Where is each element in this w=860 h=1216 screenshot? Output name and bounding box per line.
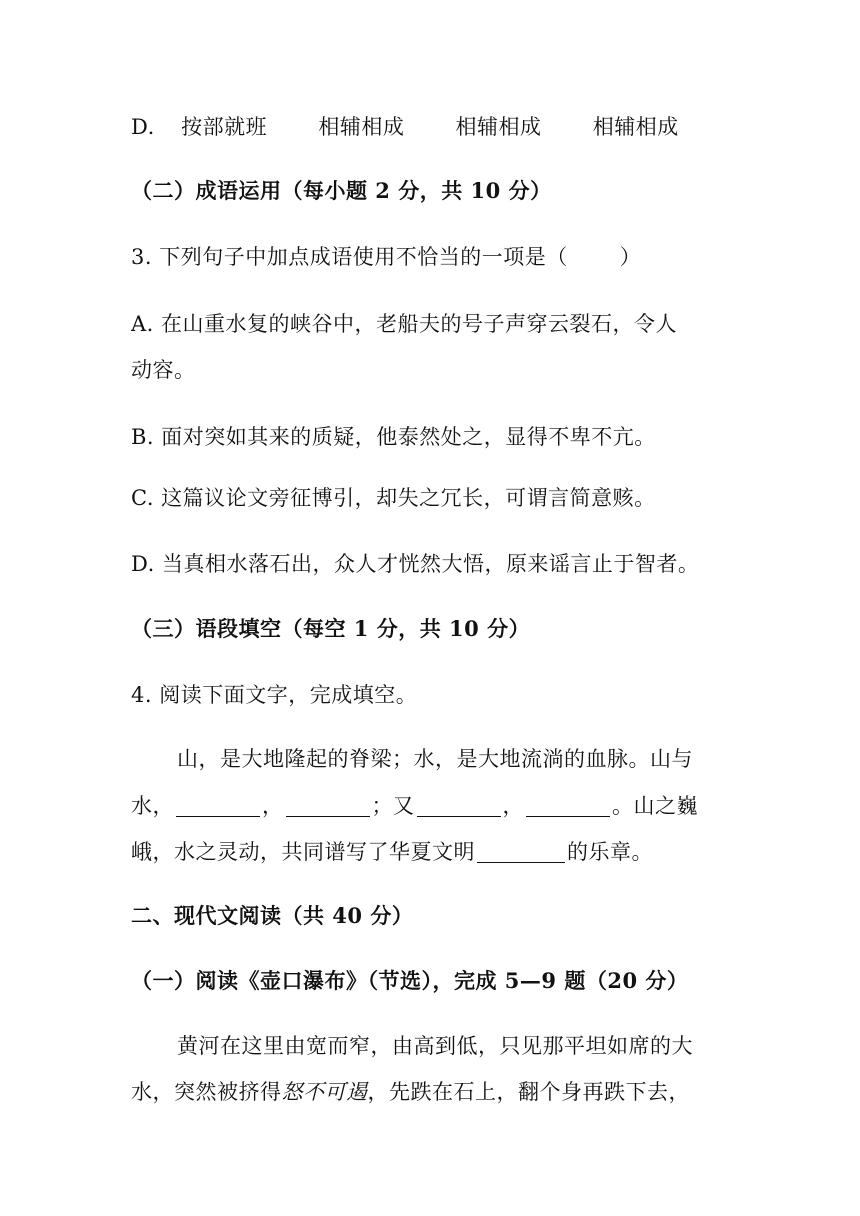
fill-blank — [526, 794, 610, 817]
fill-blank — [286, 794, 370, 817]
fill-blank — [176, 794, 260, 817]
question-4-paragraph-line-3: 峨，水之灵动，共同谱写了华夏文明 的乐章。 — [131, 840, 653, 864]
option-item: 相辅相成 — [592, 115, 679, 139]
reading-1-paragraph-line-1: 黄河在这里由宽而窄，由高到低，只见那平坦如席的大 — [177, 1034, 693, 1058]
dotted-idiom: 怒不可遏 — [281, 1080, 368, 1104]
fill-blank — [477, 840, 565, 863]
option-label: D. — [131, 115, 155, 139]
reading-1-heading: （一）阅读《壶口瀑布》（节选），完成 5—9 题（20 分） — [131, 968, 689, 993]
question-3-option-d: D. 当真相水落石出，众人才恍然大悟，原来谣言止于智者。 — [131, 552, 700, 576]
question-3-option-a-cont: 动容。 — [131, 358, 196, 382]
option-item: 相辅相成 — [455, 115, 542, 139]
question-4-stem: 4. 阅读下面文字，完成填空。 — [131, 683, 418, 707]
question-3-option-b: B. 面对突如其来的质疑，他泰然处之，显得不卑不亢。 — [131, 425, 656, 449]
option-d-previous — [131, 112, 679, 142]
question-3-stem: 3. 下列句子中加点成语使用不恰当的一项是（ ） — [131, 245, 642, 269]
part-heading-modern-reading: 二、现代文阅读（共 40 分） — [131, 903, 414, 928]
section-heading-idiom: （二）成语运用（每小题 2 分，共 10 分） — [131, 178, 552, 203]
reading-1-paragraph-line-2: 水，突然被挤得怒不可遏，先跌在石上，翻个身再跌下去， — [131, 1080, 690, 1104]
question-3-option-c: C. 这篇议论文旁征博引，却失之冗长，可谓言简意赅。 — [131, 486, 656, 510]
section-heading-fill: （三）语段填空（每空 1 分，共 10 分） — [131, 616, 531, 641]
fill-blank — [417, 794, 501, 817]
question-3-option-a: A. 在山重水复的峡谷中，老船夫的号子声穿云裂石，令人 — [131, 312, 678, 336]
question-4-paragraph-line-1: 山，是大地隆起的脊梁；水，是大地流淌的血脉。山与 — [177, 747, 693, 771]
question-4-paragraph-line-2: 水， ， ；又 ， 。山之巍 — [131, 794, 698, 818]
option-item: 按部就班 — [181, 115, 268, 139]
option-item: 相辅相成 — [318, 115, 405, 139]
